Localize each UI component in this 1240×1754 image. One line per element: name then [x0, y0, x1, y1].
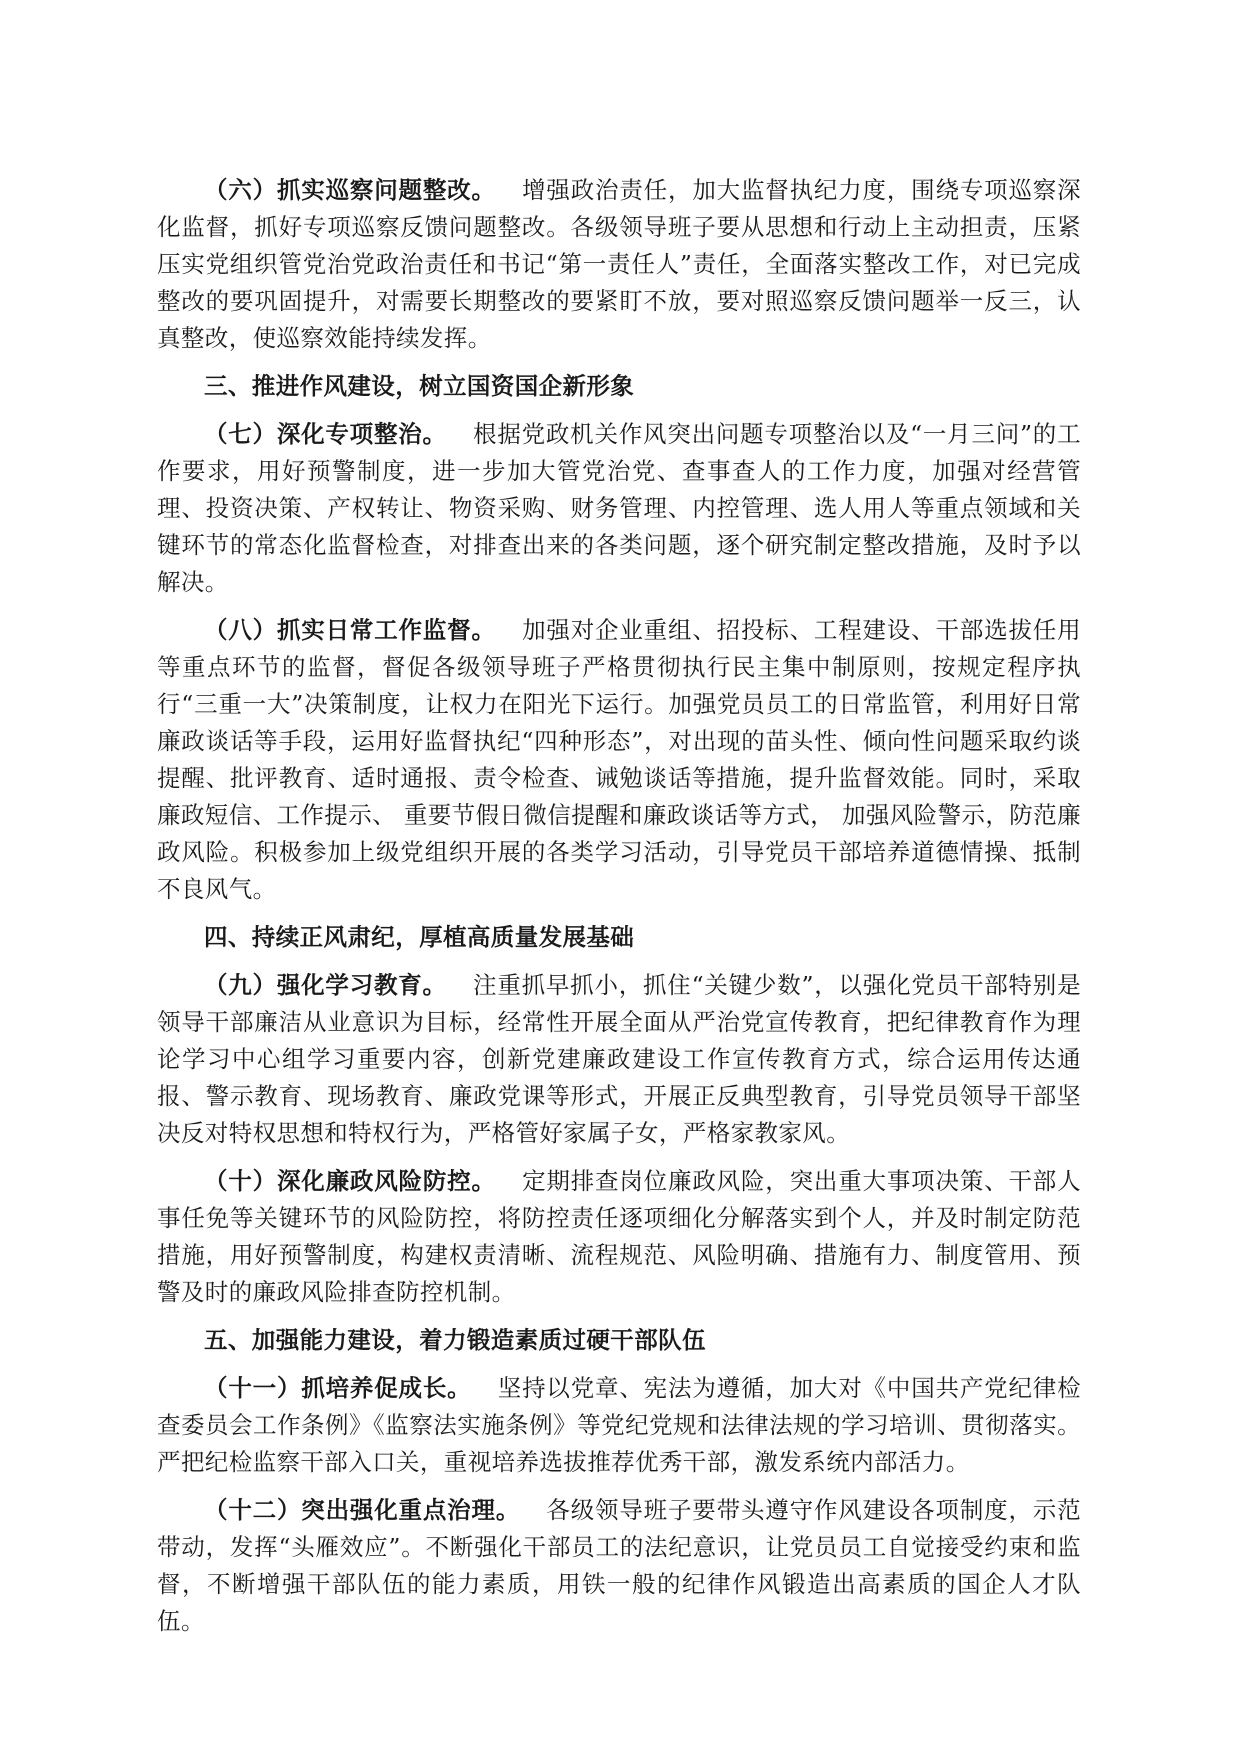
paragraph-6 [157, 172, 1081, 357]
paragraph-6-text: 增强政治责任，加大监督执纪力度，围绕专项巡察深化监督，抓好专项巡察反馈问题整改。各级领导班子要从思想和行动上主动担责，压紧压实党组织管党治党政治责任和书记“第一责任人”责任，全面落实整改工作，对已完成整改的要巩固提升，对需要长期整改的要紧盯不放，要对照巡察反馈问题举一反三，认真整改，使巡察效能持续发挥。 [157, 176, 1081, 352]
paragraph-8 [157, 612, 1081, 908]
paragraph-11-text: 坚持以党章、宪法为遵循，加大对《中国共产党纪律检查委员会工作条例》《监察法实施条例》等党纪党规和法律法规的学习培训、贯彻落实。严把纪检监察干部入口关，重视培养选拔推荐优秀干部，激发系统内部活力。 [157, 1374, 1081, 1476]
paragraph-11 [157, 1370, 1081, 1481]
paragraph-6-lead: （六）抓实巡察问题整改。 [204, 176, 496, 204]
paragraph-12 [157, 1492, 1081, 1640]
paragraph-7 [157, 416, 1081, 601]
paragraph-8-lead: （八）抓实日常工作监督。 [204, 616, 496, 644]
paragraph-10 [157, 1163, 1081, 1311]
paragraph-12-text: 各级领导班子要带头遵守作风建设各项制度，示范带动，发挥“头雁效应”。不断强化干部员工的法纪意识，让党员员工自觉接受约束和监督，不断增强干部队伍的能力素质，用铁一般的纪律作风锻造出高素质的国企人才队伍。 [157, 1496, 1081, 1635]
paragraph-9 [157, 967, 1081, 1152]
paragraph-9-text: 注重抓早抓小，抓住“关键少数”，以强化党员干部特别是领导干部廉洁从业意识为目标，经常性开展全面从严治党宣传教育，把纪律教育作为理论学习中心组学习重要内容，创新党建廉政建设工作宣传教育方式，综合运用传达通报、警示教育、现场教育、廉政党课等形式，开展正反典型教育，引导党员领导干部坚决反对特权思想和特权行为，严格管好家属子女，严格家教家风。 [157, 971, 1081, 1147]
section-heading-3: 三、推进作风建设，树立国资国企新形象 [204, 372, 635, 400]
paragraph-8-text: 加强对企业重组、招投标、工程建设、干部选拔任用等重点环节的监督，督促各级领导班子严格贯彻执行民主集中制原则，按规定程序执行“三重一大”决策制度，让权力在阳光下运行。加强党员员工的日常监管，利用好日常廉政谈话等手段，运用好监督执纪“四种形态”，对出现的苗头性、倾向性问题采取约谈提醒、批评教育、适时通报、责令检查、诫勉谈话等措施，提升监督效能。同时，采取廉政短信、工作提示、 重要节假日微信提醒和廉政谈话等方式， 加强风险警示，防范廉政风险。积极参加上级党组织开展的各类学习活动，引导党员干部培养道德情操、抵制不良风气。 [157, 616, 1081, 903]
paragraph-12-lead: （十二）突出强化重点治理。 [204, 1496, 521, 1524]
document-body [157, 172, 1081, 1651]
section-heading-5: 五、加强能力建设，着力锻造素质过硬干部队伍 [204, 1326, 706, 1354]
paragraph-7-lead: （七）深化专项整治。 [204, 420, 447, 448]
paragraph-7-text: 根据党政机关作风突出问题专项整治以及“一月三问”的工作要求，用好预警制度，进一步加大管党治党、查事查人的工作力度，加强对经营管理、投资决策、产权转让、物资采购、财务管理、内控管理、选人用人等重点领域和关键环节的常态化监督检查，对排查出来的各类问题，逐个研究制定整改措施，及时予以解决。 [157, 420, 1081, 596]
paragraph-11-lead: （十一）抓培养促成长。 [204, 1374, 472, 1402]
paragraph-10-text: 定期排查岗位廉政风险，突出重大事项决策、干部人事任免等关键环节的风险防控，将防控责任逐项细化分解落实到个人，并及时制定防范措施，用好预警制度，构建权责清晰、流程规范、风险明确、措施有力、制度管用、预警及时的廉政风险排查防控机制。 [157, 1167, 1081, 1306]
paragraph-9-lead: （九）强化学习教育。 [204, 971, 447, 999]
paragraph-10-lead: （十）深化廉政风险防控。 [204, 1167, 496, 1195]
section-heading-4: 四、持续正风肃纪，厚植高质量发展基础 [204, 923, 635, 951]
